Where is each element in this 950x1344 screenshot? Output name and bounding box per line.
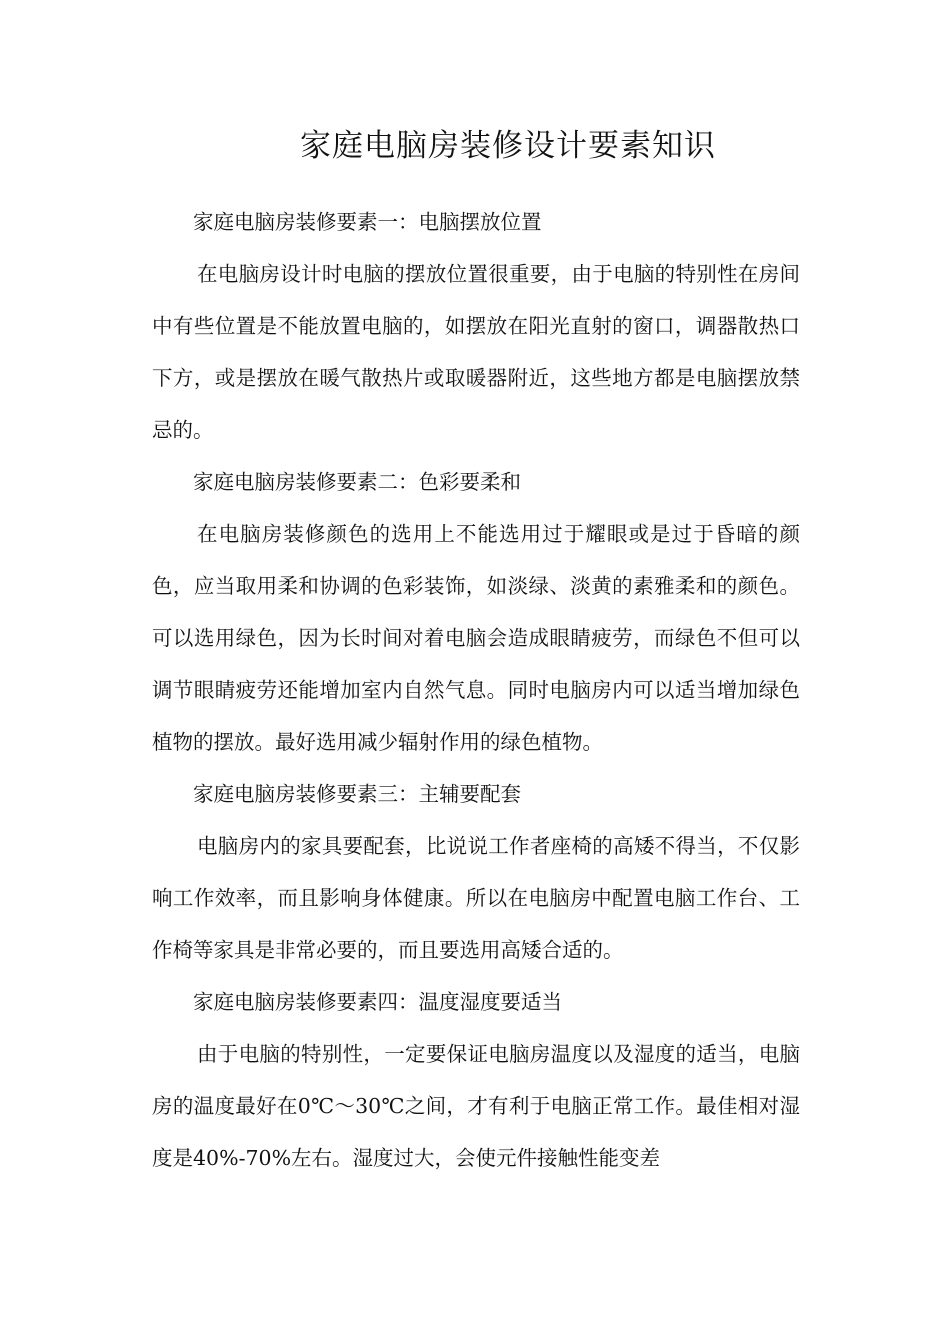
section-paragraph-3: 电脑房内的家具要配套，比说说工作者座椅的高矮不得当，不仅影响工作效率，而且影响身体健康。所以在电脑房中配置电脑工作台、工作椅等家具是非常必要的，而且要选用高矮合适的。 — [152, 834, 800, 962]
document-body — [152, 196, 800, 1184]
section-heading-1: 家庭电脑房装修要素一：电脑摆放位置 — [193, 210, 542, 234]
section-heading-3: 家庭电脑房装修要素三：主辅要配套 — [193, 782, 521, 806]
section-heading-2: 家庭电脑房装修要素二：色彩要柔和 — [193, 470, 521, 494]
section-heading-4: 家庭电脑房装修要素四：温度湿度要适当 — [193, 990, 562, 1014]
section-paragraph-4: 由于电脑的特别性，一定要保证电脑房温度以及湿度的适当，电脑房的温度最好在0℃～30℃之间，才有利于电脑正常工作。最佳相对湿度是40%-70%左右。湿度过大，会使元件接触性能变差 — [152, 1042, 800, 1170]
section-paragraph-2: 在电脑房装修颜色的选用上不能选用过于耀眼或是过于昏暗的颜色，应当取用柔和协调的色彩装饰，如淡绿、淡黄的素雅柔和的颜色。可以选用绿色，因为长时间对着电脑会造成眼睛疲劳，而绿色不但可以调节眼睛疲劳还能增加室内自然气息。同时电脑房内可以适当增加绿色植物的摆放。最好选用减少辐射作用的绿色植物。 — [152, 522, 800, 754]
section-paragraph-1: 在电脑房设计时电脑的摆放位置很重要，由于电脑的特别性在房间中有些位置是不能放置电脑的，如摆放在阳光直射的窗口，调器散热口下方，或是摆放在暖气散热片或取暖器附近，这些地方都是电脑摆放禁忌的。 — [152, 262, 800, 442]
document-title: 家庭电脑房装修设计要素知识 — [300, 128, 716, 164]
